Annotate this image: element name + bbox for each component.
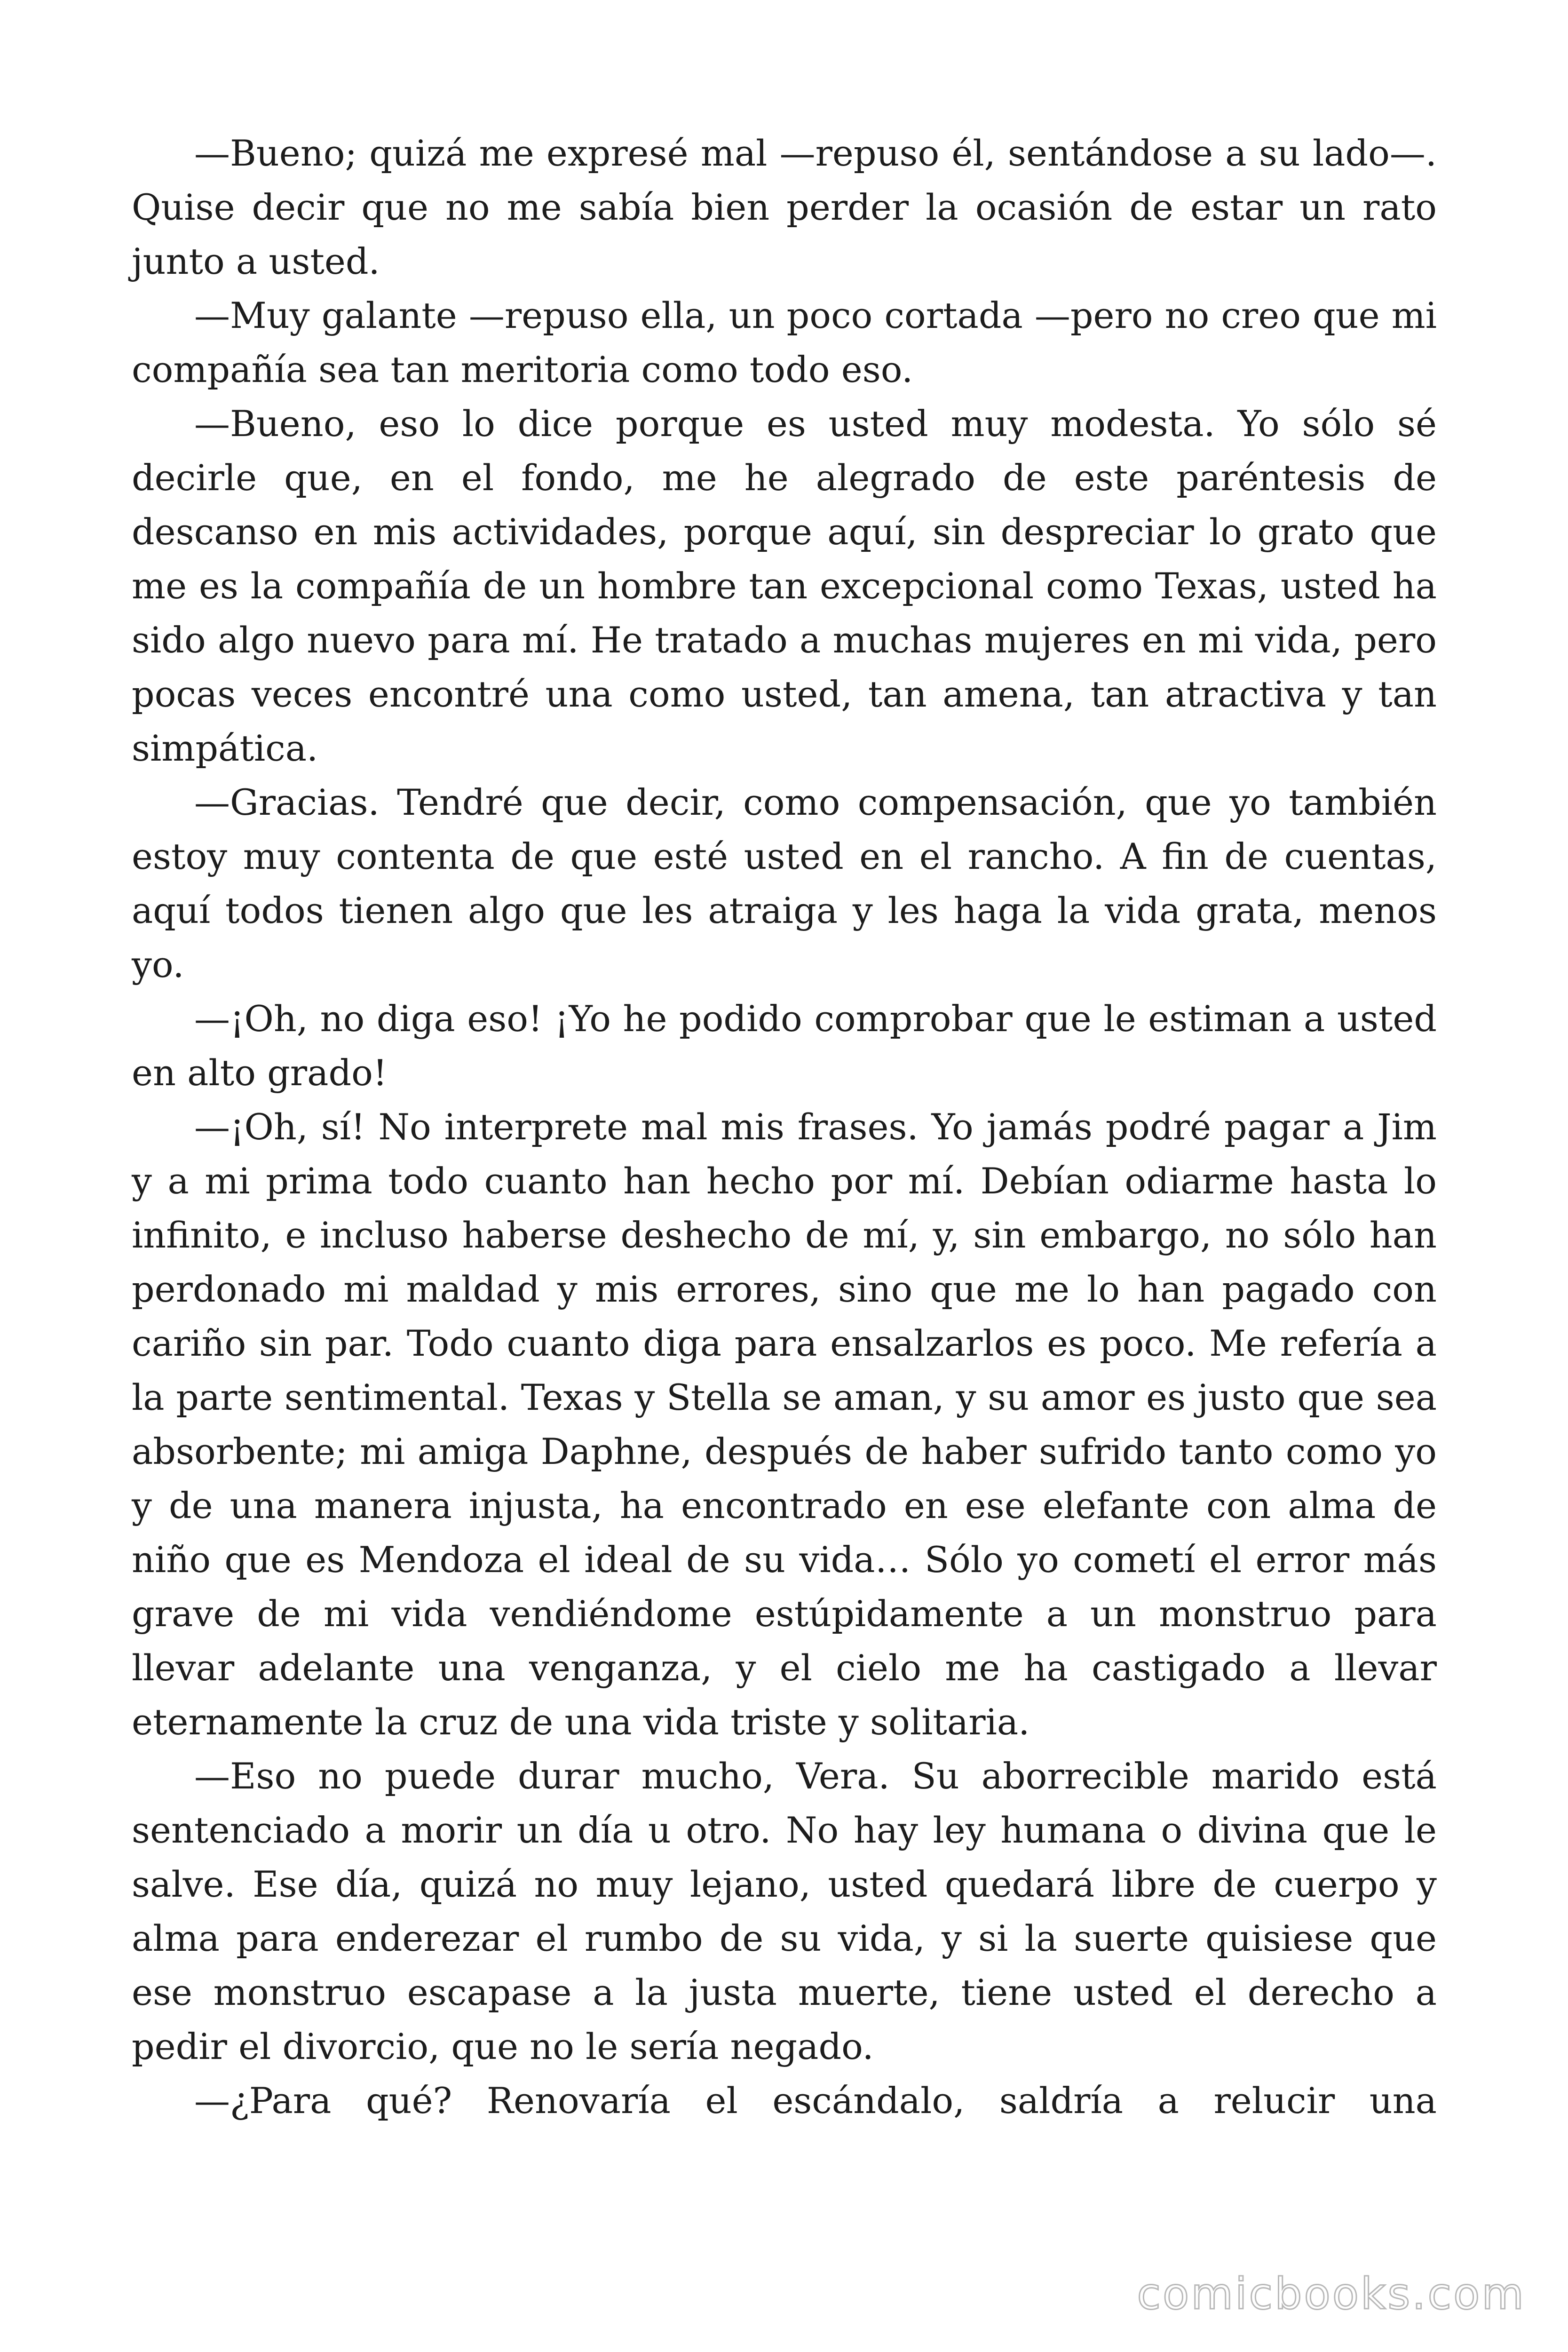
watermark-logo: comicbooks.com [1137, 2269, 1526, 2319]
paragraph-6: —¡Oh, sí! No interprete mal mis frases. Yo jamás podré pagar a Jim y a mi prima todo cuanto han hecho por mí. Debían odiarme hasta lo infinito, e incluso haberse deshecho de mí, y, sin embargo, no sólo han perdonado mi maldad y mis errores, sino que me lo han pagado con cariño sin par. Todo cuanto diga para ensalzarlos es poco. Me refería a la parte sentimental. Texas y Stella se aman, y su amor es justo que sea absorbente; mi amiga Daphne, después de haber sufrido tanto como yo y de una manera injusta, ha encontrado en ese elefante con alma de niño que es Mendoza el ideal de su vida… Sólo yo cometí el error más grave de mi vida vendiéndome estúpidamente a un monstruo para llevar adelante una venganza, y el cielo me ha castigado a llevar eternamente la cruz de una vida triste y solitaria. [132, 1106, 1437, 1743]
paragraph-4: —Gracias. Tendré que decir, como compensación, que yo también estoy muy contenta de que esté usted en el rancho. A fin de cuentas, aquí todos tienen algo que les atraiga y les haga la vida grata, menos yo. [132, 781, 1437, 985]
paragraph-8: —¿Para qué? Renovaría el escándalo, saldría a relucir una [194, 2080, 1437, 2122]
paragraph-7: —Eso no puede durar mucho, Vera. Su aborrecible marido está sentenciado a morir un día u otro. No hay ley humana o divina que le salve. Ese día, quizá no muy lejano, usted quedará libre de cuerpo y alma para enderezar el rumbo de su vida, y si la suerte quisiese que ese monstruo escapase a la justa muerte, tiene usted el derecho a pedir el divorcio, que no le sería negado. [132, 1755, 1437, 2067]
paragraph-3: —Bueno, eso lo dice porque es usted muy modesta. Yo sólo sé decirle que, en el fondo, me he alegrado de este paréntesis de descanso en mis actividades, porque aquí, sin despreciar lo grato que me es la compañía de un hombre tan excepcional como Texas, usted ha sido algo nuevo para mí. He tratado a muchas mujeres en mi vida, pero pocas veces encontré una como usted, tan amena, tan atractiva y tan simpática. [132, 403, 1437, 769]
paragraph-1: —Bueno; quizá me expresé mal —repuso él, sentándose a su lado—. Quise decir que no me sabía bien perder la ocasión de estar un rato junto a usted. [132, 132, 1437, 282]
paragraph-2: —Muy galante —repuso ella, un poco cortada —pero no creo que mi compañía sea tan meritoria como todo eso. [132, 294, 1437, 390]
page-body-text [132, 126, 1437, 2128]
paragraph-5: —¡Oh, no diga eso! ¡Yo he podido comprobar que le estiman a usted en alto grado! [132, 998, 1437, 1094]
